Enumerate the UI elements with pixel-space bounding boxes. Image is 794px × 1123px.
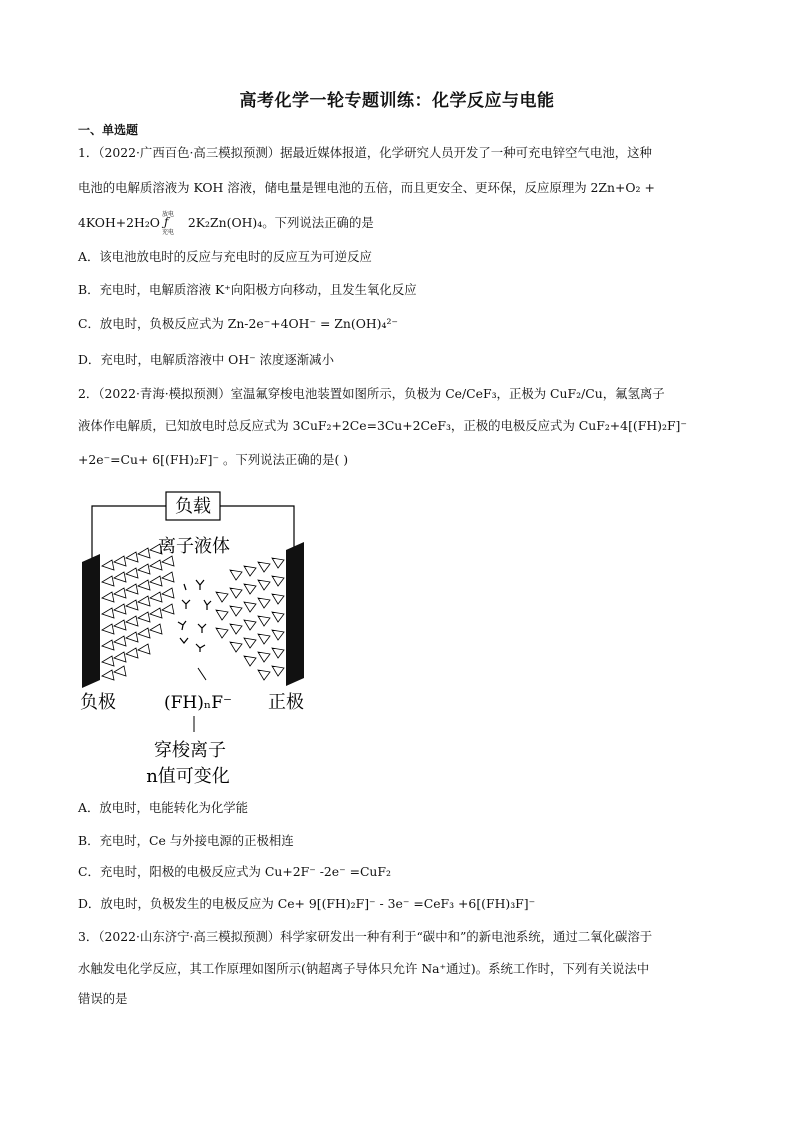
electrolyte-label: 离子液体 [158,536,230,557]
arrow-label-discharge: 放电 [161,211,174,218]
q3-line-3: 错误的是 [78,991,128,1006]
shuttle-ion-label: 穿梭离子 [154,740,226,761]
negative-electrode [82,554,100,688]
q1-line-3-left: 4KOH+2H₂O [78,215,160,230]
q2-option-a[interactable]: A．放电时，电能转化为化学能 [78,800,249,815]
battery-diagram [70,488,330,788]
ion-pointer-line [198,668,206,680]
q2-option-c[interactable]: C．充电时，阳极的电极反应式为 Cu+2F⁻ -2e⁻ =CuF₂ [78,864,391,879]
q2-line-1: 2．（2022·青海·模拟预测）室温氟穿梭电池装置如图所示，负极为 Ce/CeF₃，正极为 CuF₂/Cu，氟氢离子 [78,386,665,401]
q2-option-d[interactable]: D．放电时，负极发生的电极反应为 Ce+ 9[(FH)₂F]⁻ - 3e⁻ =CeF₃ +6[(FH)₃F]⁻ [78,896,536,911]
wire-right [220,506,294,548]
positive-electrode [286,542,304,686]
q1-option-a[interactable]: A．该电池放电时的反应与充电时的反应互为可逆反应 [78,249,372,264]
q2-line-2: 液体作电解质，已知放电时总反应式为 3CuF₂+2Ce=3Cu+2CeF₃，正极的电极反应式为 CuF₂+4[(FH)₂F]⁻ [78,418,687,433]
shuttle-ions [178,580,211,652]
n-variable-label: n值可变化 [146,766,230,787]
section-heading: 一、单选题 [78,123,139,137]
wire-left [92,506,166,558]
negative-electrode-label: 负极 [80,692,116,713]
q1-option-d[interactable]: D．充电时，电解质溶液中 OH⁻ 浓度逐渐减小 [78,352,334,367]
load-label: 负载 [175,496,211,517]
page-title: 高考化学一轮专题训练：化学反应与电能 [239,91,555,111]
q1-line-2: 电池的电解质溶液为 KOH 溶液，储电量是锂电池的五倍，而且更安全、更环保，反应原理为 2Zn+O₂ + [78,180,655,195]
q1-option-c[interactable]: C．放电时，负极反应式为 Zn-2e⁻+4OH⁻ = Zn(OH)₄²⁻ [78,316,398,331]
q1-line-1: 1．（2022·广西百色·高三模拟预测）据最近媒体报道，化学研究人员开发了一种可充电锌空气电池，这种 [78,145,652,160]
positive-lattice [216,558,284,680]
q1-option-b[interactable]: B．充电时，电解质溶液 K⁺向阳极方向移动，且发生氧化反应 [78,282,417,297]
battery-diagram-svg [70,488,330,788]
q1-line-3 [78,211,374,236]
q3-line-2: 水触发电化学反应，其工作原理如图所示(钠超离子导体只允许 Na⁺通过)。系统工作时，下列有关说法中 [78,961,650,976]
q2-line-3: +2e⁻=Cu+ 6[(FH)₂F]⁻ 。下列说法正确的是( ) [78,452,349,467]
ion-formula-label: (FH)ₙF⁻ [163,693,233,713]
q1-line-3-right: 2K₂Zn(OH)₄。下列说法正确的是 [187,215,374,230]
reversible-arrow-icon: 放电 ƒ 充电 [160,213,184,231]
arrow-label-charge: 充电 [161,229,174,236]
q3-line-1: 3．（2022·山东济宁·高三模拟预测）科学家研发出一种有利于“碳中和”的新电池系统，通过二氧化碳溶于 [78,929,653,944]
positive-electrode-label: 正极 [268,692,304,713]
negative-lattice [102,544,174,680]
q2-option-b[interactable]: B．充电时，Ce 与外接电源的正极相连 [78,833,294,848]
